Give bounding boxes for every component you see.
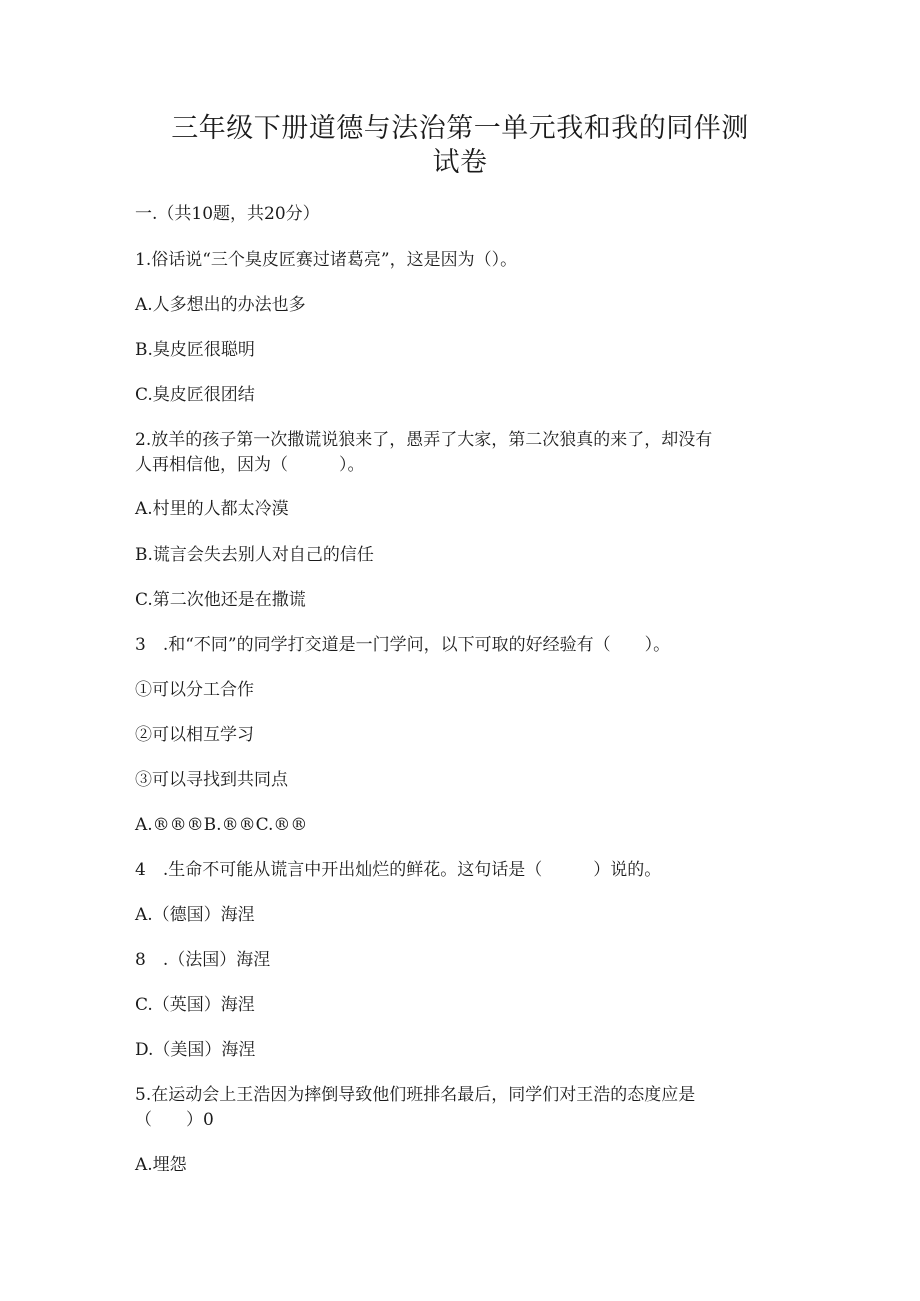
question-4-option-d: D.（美国）海涅 (135, 1040, 256, 1060)
question-5-stem-line-2: （ ）0 (135, 1110, 214, 1130)
title-line-1: 三年级下册道德与法治第一单元我和我的同伴测 (171, 113, 749, 144)
question-3-stem: 3 .和“不同”的同学打交道是一门学问，以下可取的好经验有（ ）。 (135, 635, 671, 655)
question-3-item-1: ①可以分工合作 (135, 680, 254, 700)
question-5-option-a: A.埋怨 (135, 1155, 187, 1175)
question-2-option-b: B.谎言会失去别人对自己的信任 (135, 545, 374, 565)
question-3-item-2: ②可以相互学习 (135, 725, 254, 745)
question-5-stem-line-1: 5.在运动会上王浩因为摔倒导致他们班排名最后，同学们对王浩的态度应是 (135, 1085, 696, 1105)
question-3-options: A.®®®B.®®C.®® (135, 815, 308, 835)
section-heading: 一.（共10题，共20分） (135, 204, 320, 224)
question-1-stem: 1.俗话说“三个臭皮匠赛过诸葛亮”，这是因为（）。 (135, 250, 518, 270)
page-title (120, 112, 800, 180)
question-1-option-a: A.人多想出的办法也多 (135, 295, 306, 315)
question-3-item-3: ③可以寻找到共同点 (135, 770, 288, 790)
question-2-option-a: A.村里的人都太冷漠 (135, 499, 289, 519)
question-1-option-b: B.臭皮匠很聪明 (135, 340, 255, 360)
question-4-option-a: A.（德国）海涅 (135, 905, 255, 925)
title-line-2: 试卷 (432, 147, 488, 178)
question-4-option-b: 8 .（法国）海涅 (135, 950, 271, 970)
question-2-stem-line-2: 人再相信他，因为（ ）。 (135, 455, 365, 475)
question-4-option-c: C.（英国）海涅 (135, 995, 255, 1015)
question-2-stem-line-1: 2.放羊的孩子第一次撒谎说狼来了，愚弄了大家，第二次狼真的来了，却没有 (135, 430, 713, 450)
question-2-option-c: C.第二次他还是在撒谎 (135, 590, 306, 610)
question-1-option-c: C.臭皮匠很团结 (135, 385, 255, 405)
question-4-stem: 4 .生命不可能从谎言中开出灿烂的鲜花。这句话是（ ）说的。 (135, 860, 662, 880)
